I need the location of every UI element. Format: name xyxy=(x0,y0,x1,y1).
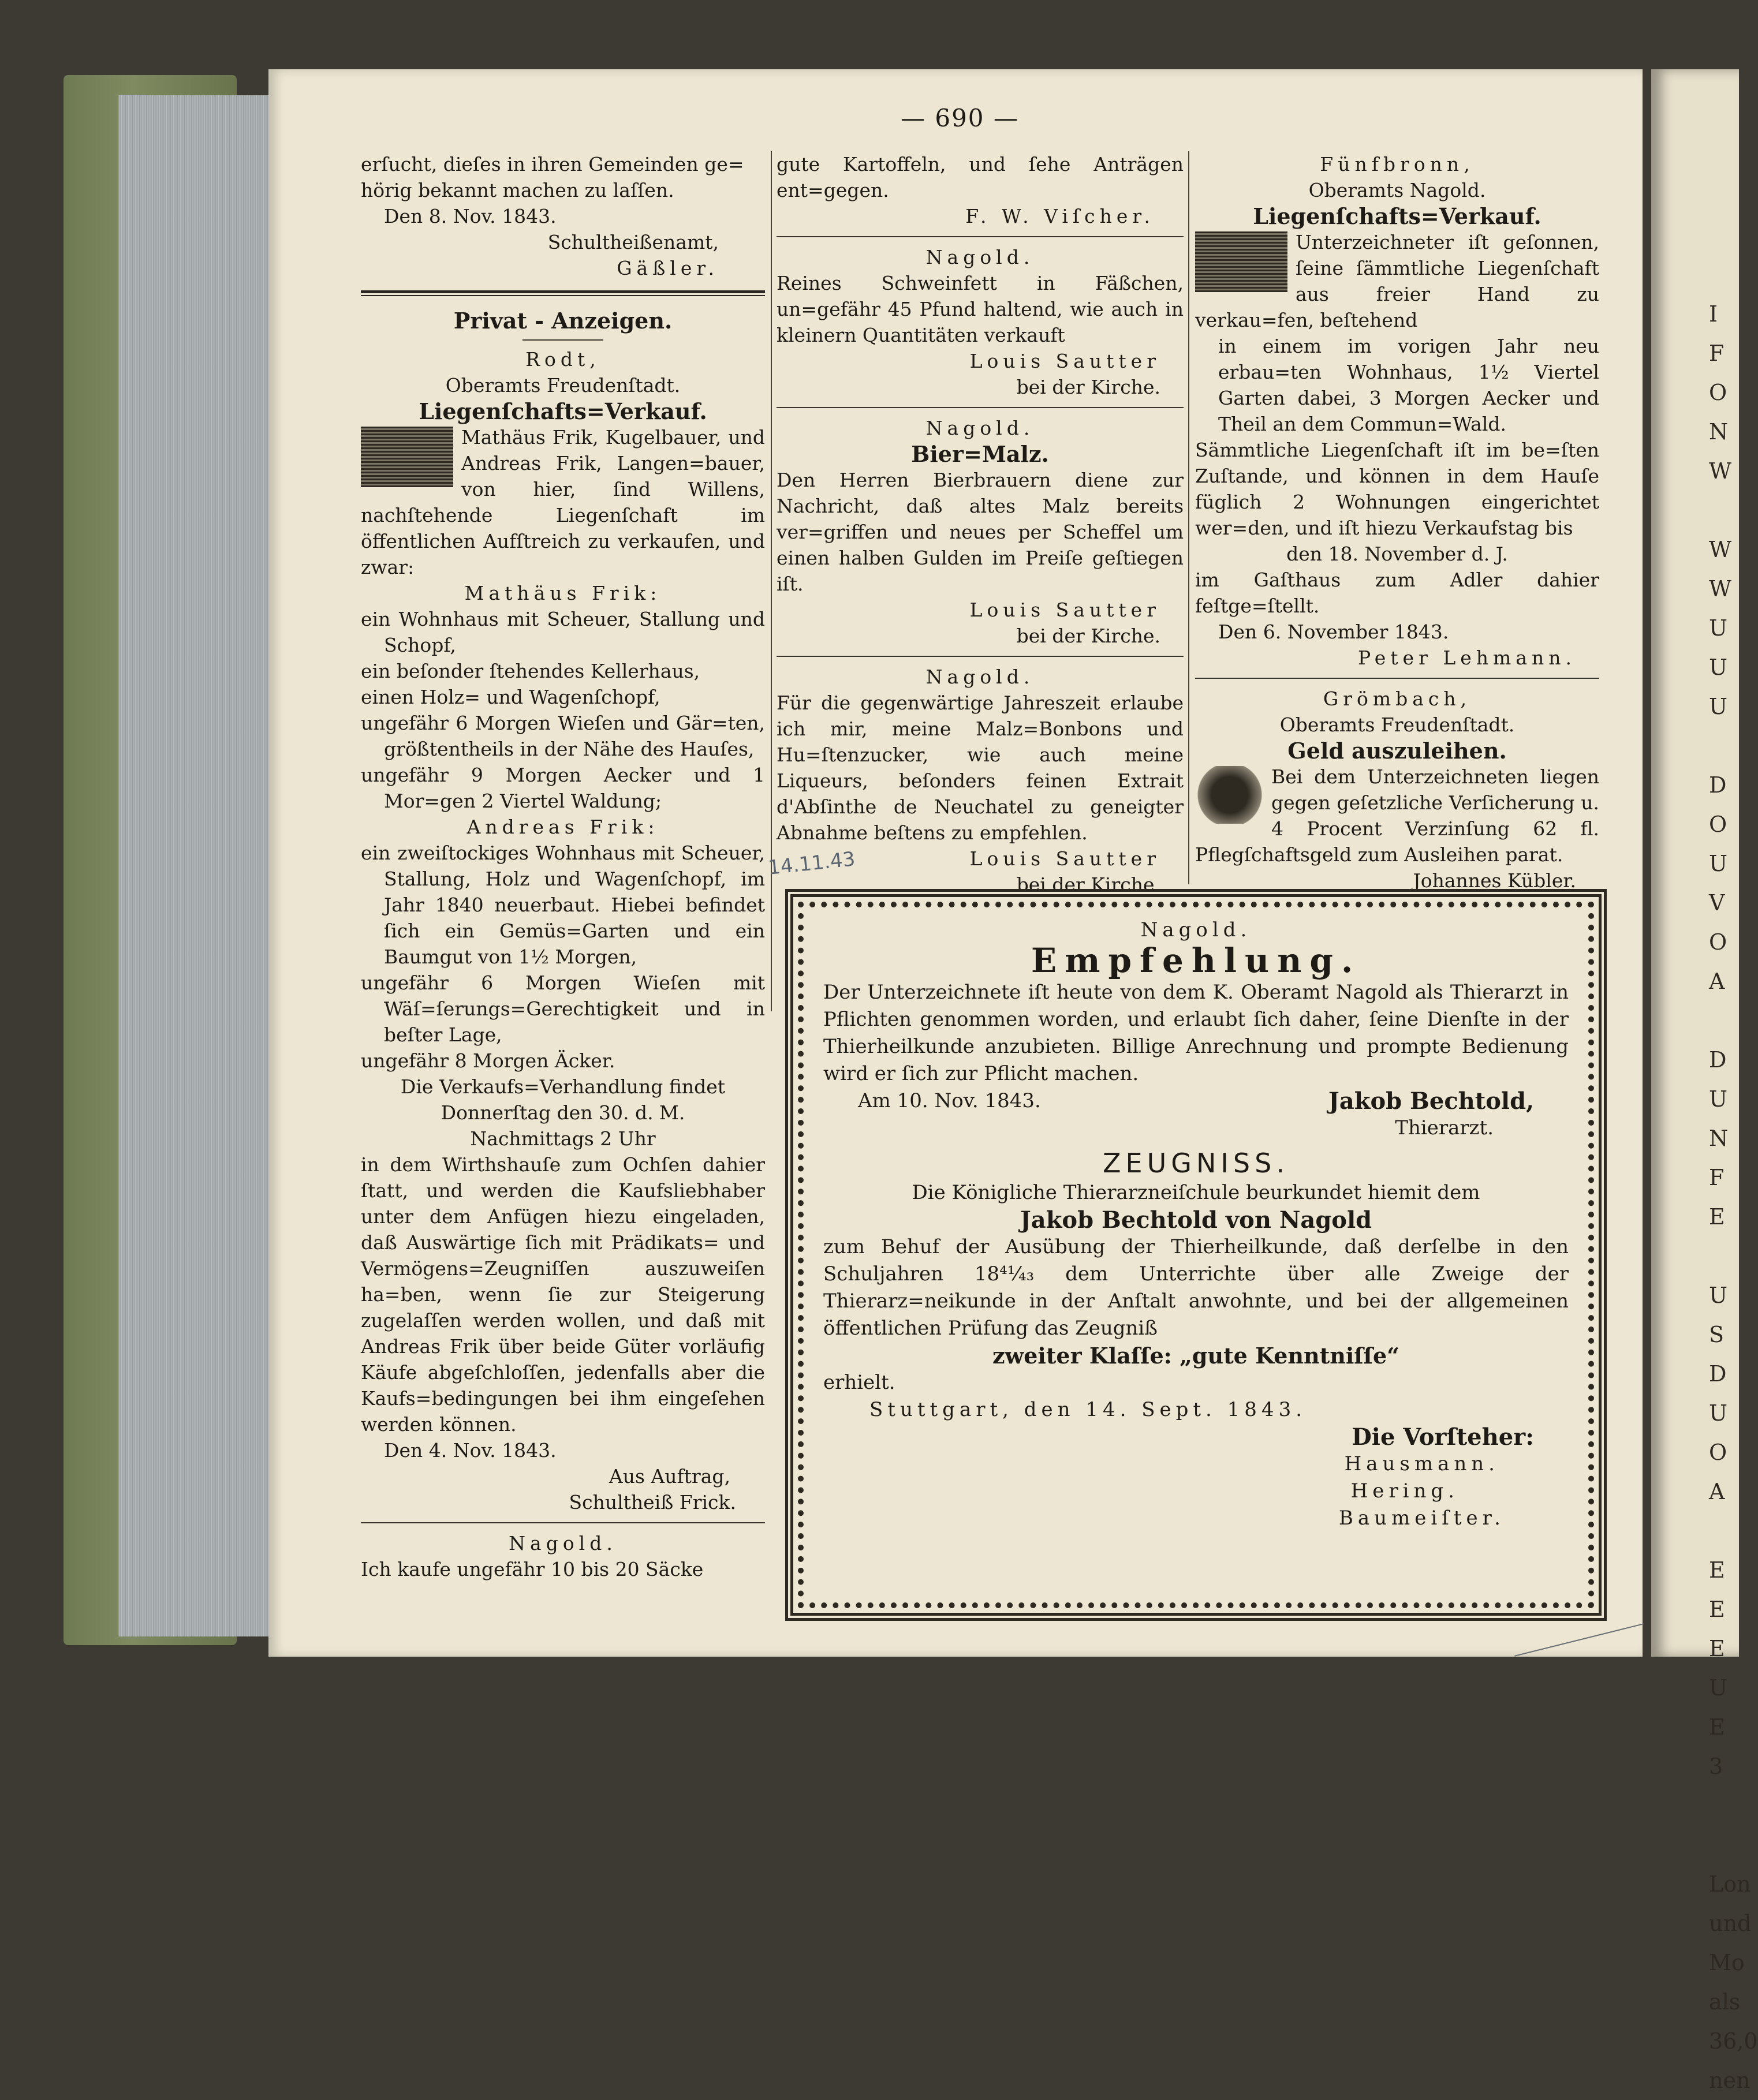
ad-place: Nagold. xyxy=(925,417,1035,439)
board-title: Die Vorſteher: xyxy=(1352,1423,1534,1451)
adjacent-page-fragment: W xyxy=(1709,537,1732,562)
adjacent-page-fragment xyxy=(1709,1786,1758,1825)
adjacent-page-fragment: N xyxy=(1709,1126,1729,1151)
certificate-received: erhielt. xyxy=(823,1371,895,1394)
ad-district: Oberamts Freudenſtadt. xyxy=(1279,713,1515,736)
ad-signer: Johannes Kübler. xyxy=(1413,869,1576,892)
ad-district: Oberamts Nagold. xyxy=(1308,179,1486,201)
column-2 xyxy=(777,151,1184,898)
ad-divider xyxy=(361,1522,765,1523)
adjacent-page-fragment: O xyxy=(1709,380,1727,405)
notice-date: Den 8. Nov. 1843. xyxy=(384,205,557,227)
adjacent-page-fragment xyxy=(1709,491,1758,530)
adjacent-page-fragment: 36,0 xyxy=(1709,2028,1758,2054)
ad-divider xyxy=(777,236,1184,237)
adjacent-page-fragment: U xyxy=(1709,851,1728,876)
adjacent-page-fragment: U xyxy=(1709,1283,1728,1308)
ad-signer: Louis Sautter xyxy=(969,599,1160,621)
ad-text: gute Kartoffeln, und ſehe Anträgen ent=gegen. xyxy=(777,153,1184,201)
property-item: ein Wohnhaus mit Scheuer, Stallung und Schopf, xyxy=(361,608,765,656)
ad-text: Reines Schweinfett in Fäßchen, un=gefähr 45 Pfund haltend, wie auch in kleinern Quantitäten verkauft xyxy=(777,272,1184,346)
adjacent-page-fragment: W xyxy=(1709,576,1732,601)
sale-line-2: Donnerſtag den 30. d. M. xyxy=(441,1101,685,1124)
adjacent-page-fragment: U xyxy=(1709,1086,1728,1112)
ad-text-body: Bei dem Unterzeichneten liegen gegen geſetzliche Verſicherung u. 4 Procent Verzinſung 62 fl. Pflegſchaftsgeld zum Ausleihen parat. xyxy=(1195,765,1599,866)
ad-title: Empfehlung. xyxy=(1031,941,1361,980)
ad-text-1: Unterzeichneter iſt geſonnen, ſeine ſämmtliche Liegenſchaft aus freier Hand zu verkau=fen, beſtehend xyxy=(1195,231,1599,331)
adjacent-page-fragment xyxy=(1709,1236,1758,1276)
adjacent-page-fragment: E xyxy=(1709,1636,1725,1661)
ad-signer-sub: bei der Kirche. xyxy=(1016,873,1160,896)
certificate-text: zum Behuf der Ausübung der Thierheilkunde, daß derſelbe in den Schuljahren 18⁴¹⁄₄₃ dem Unterrichte über alle Zweige der Thierarz=neikunde in der Anſtalt anwohnte, und bei der allgemeinen öffentlichen Prüfung das Zeugniß xyxy=(823,1235,1569,1340)
ad-text: Für die gegenwärtige Jahreszeit erlaube ich mir, meine Malz=Bonbons und Hu=ſtenzucker, wie auch meine Liqueurs, beſonders feinen Extrait d'Abſinthe de Neuchatel zu geneigter Abnahme beſtens zu empfehlen. xyxy=(777,692,1184,844)
adjacent-page-fragment: S xyxy=(1709,1322,1725,1347)
adjacent-page-fragment: I xyxy=(1709,301,1718,327)
framed-advertisement xyxy=(785,889,1607,1621)
house-vignette-icon xyxy=(1195,231,1287,292)
adjacent-page-fragment: O xyxy=(1709,812,1727,837)
adjacent-page-fragment: U xyxy=(1709,1675,1728,1701)
date-signer-row xyxy=(823,1088,1569,1115)
ad-date: Den 4. Nov. 1843. xyxy=(384,1439,557,1462)
adjacent-page-fragment: V xyxy=(1709,890,1725,916)
board-member: Hausmann. xyxy=(1344,1452,1499,1475)
property-item: ungefähr 6 Morgen Wieſen mit Wäſ=ſerungs=Gerechtigkeit und in beſter Lage, xyxy=(361,971,765,1046)
property-item: ungefähr 9 Morgen Aecker und 1 Mor=gen 2 Viertel Waldung; xyxy=(361,764,765,812)
column-1 xyxy=(361,151,765,1582)
certificate-title: ZEUGNISS. xyxy=(1103,1148,1289,1179)
ad-signer: Jakob Bechtold, xyxy=(1328,1088,1534,1115)
house-vignette-icon xyxy=(361,427,453,487)
property-item: ungefähr 6 Morgen Wieſen und Gär=ten, größtentheils in der Nähe des Hauſes, xyxy=(361,712,765,760)
certificate-intro: Die Königliche Thierarzneiſchule beurkundet hiemit dem xyxy=(912,1181,1480,1204)
adjacent-page-fragment: F xyxy=(1709,1165,1725,1190)
ad-signer: Peter Lehmann. xyxy=(1358,647,1576,669)
ad-text xyxy=(1195,229,1599,333)
ad-place: Nagold. xyxy=(925,666,1035,688)
ad-district: Oberamts Freudenſtadt. xyxy=(445,374,681,397)
property-item: ein zweiſtockiges Wohnhaus mit Scheuer, Stallung, Holz und Wagenſchopf, im Jahr 1840 neuerbaut. Hiebei befindet ſich ein Gemüs=Garten und ein Baumgut von 1½ Morgen, xyxy=(361,842,765,968)
adjacent-page-fragment: D xyxy=(1709,772,1727,798)
section-title: Privat - Anzeigen. xyxy=(453,308,673,334)
ad-place: Rodt, xyxy=(525,348,600,371)
framed-content xyxy=(823,917,1569,1532)
sale-line-3: Nachmittags 2 Uhr xyxy=(470,1127,656,1150)
ad-signer: Louis Sautter xyxy=(969,847,1160,870)
column-rule xyxy=(771,151,772,1011)
adjacent-page-fragment: D xyxy=(1709,1047,1727,1073)
ad-intro xyxy=(361,424,765,580)
certificate-grade: zweiter Klaſſe: „gute Kenntniſſe“ xyxy=(992,1343,1400,1369)
ad-signer: F. W. Viſcher. xyxy=(965,205,1155,227)
ad-date: Den 6. November 1843. xyxy=(1218,621,1449,643)
adjacent-page-fragment: nen xyxy=(1709,2068,1750,2093)
adjacent-page-fragment: U xyxy=(1709,655,1728,680)
adjacent-page-fragment: Lon xyxy=(1709,1871,1751,1897)
adjacent-page-fragment: O xyxy=(1709,1440,1727,1465)
notice-signer: Gäßler. xyxy=(617,257,719,279)
ad-text: Ich kaufe ungefähr 10 bis 20 Säcke xyxy=(361,1558,704,1580)
owner-1: Mathäus Frik: xyxy=(464,582,662,604)
ad-divider xyxy=(777,656,1184,657)
property-item: einen Holz= und Wagenſchopf, xyxy=(361,686,660,708)
adjacent-page-fragment: E xyxy=(1709,1557,1725,1583)
certificate-date: Stuttgart, den 14. Sept. 1843. xyxy=(869,1398,1307,1421)
adjacent-page-fragment: O xyxy=(1709,929,1727,955)
adjacent-page-fragment: als xyxy=(1709,1989,1741,2015)
ad-date: Am 10. Nov. 1843. xyxy=(858,1089,1041,1112)
adjacent-page-fragment: U xyxy=(1709,615,1728,641)
ad-intro-text: Mathäus Frik, Kugelbauer, und Andreas Frik, Langen=bauer, von hier, ſind Willens, nachſtehende Liegenſchaft im öffentlichen Aufſtreich zu verkaufen, und zwar: xyxy=(361,426,765,578)
ad-text: Der Unterzeichnete iſt heute von dem K. Oberamt Nagold als Thierarzt in Pflichten genommen worden, und erlaubt ſich daher, ſeine Dienſte in der Thierheilkunde anzubieten. Billige Anrechnung und prompte Bedienung wird er ſich zur Pflicht machen. xyxy=(823,981,1569,1085)
property-item: ein beſonder ſtehendes Kellerhaus, xyxy=(361,660,700,682)
page-edges xyxy=(118,95,271,1636)
adjacent-page-fragment xyxy=(1709,1001,1758,1040)
ad-signer: Louis Sautter xyxy=(969,350,1160,372)
adjacent-page-fragment: A xyxy=(1709,969,1725,994)
adjacent-page-fragment: U xyxy=(1709,694,1728,719)
certificate-name: Jakob Bechtold von Nagold xyxy=(1020,1206,1372,1234)
ad-body: in dem Wirthshauſe zum Ochſen dahier ſtatt, und werden die Kaufsliebhaber unter dem Anfügen hiezu eingeladen, daß Auswärtige ſich mit Prädikats= und Vermögens=Zeugniſſen auszuweiſen ha=ben, wenn ſie zur Steigerung zugelaſſen werden wollen, und daß mit Andreas Frik über beide Güter vorläufig Käufe abgeſchloſſen, jedenfalls aber die Kaufs=bedingungen bei ihm eingeſehen werden können. xyxy=(361,1153,765,1436)
ad-text-5: im Gaſthaus zum Adler dahier feſtge=ſtellt. xyxy=(1195,569,1599,617)
ad-title: Liegenſchafts=Verkauf. xyxy=(1253,203,1541,229)
section-divider xyxy=(361,290,765,296)
ad-text: Den Herren Bierbrauern diene zur Nachricht, daß altes Malz bereits ver=griffen und neues per Scheffel um einen halben Gulden im Preiſe geſtiegen iſt. xyxy=(777,469,1184,595)
board-member: Baumeiſter. xyxy=(1338,1507,1505,1530)
owner-2: Andreas Frik: xyxy=(466,816,659,838)
ad-place: Nagold. xyxy=(1140,918,1252,941)
signer-title: Thierarzt. xyxy=(1395,1116,1494,1139)
handwritten-date: 14.11.43 xyxy=(767,847,857,880)
adjacent-page-fragment xyxy=(1709,1825,1758,1864)
adjacent-page-fragment: A xyxy=(1709,1479,1725,1504)
ad-authority: Aus Auftrag, xyxy=(609,1465,730,1488)
adjacent-page-fragment: und xyxy=(1709,1911,1752,1936)
ad-title: Geld auszuleihen. xyxy=(1287,738,1507,764)
adjacent-page-fragment: U xyxy=(1709,1400,1728,1426)
adjacent-page-fragment: E xyxy=(1709,1204,1725,1230)
money-bag-icon xyxy=(1195,766,1264,824)
board-member: Hering. xyxy=(1350,1479,1459,1503)
adjacent-page-fragment: Mo xyxy=(1709,1950,1745,1975)
ad-divider xyxy=(1195,678,1599,679)
adjacent-page-fragment: F xyxy=(1709,341,1725,366)
sale-line-1: Die Verkaufs=Verhandlung findet xyxy=(400,1075,726,1098)
intro-line-1: erſucht, dieſes in ihren Gemeinden ge= xyxy=(361,153,744,175)
property-item: ungefähr 8 Morgen Äcker. xyxy=(361,1049,615,1072)
adjacent-page-fragment xyxy=(1709,726,1758,765)
ad-place: Nagold. xyxy=(925,246,1035,268)
ad-title: Liegenſchafts=Verkauf. xyxy=(419,398,707,424)
intro-line-2: hörig bekannt machen zu laſſen. xyxy=(361,179,674,201)
ad-text-4: den 18. November d. J. xyxy=(1286,543,1508,565)
column-rule xyxy=(1188,151,1189,884)
adjacent-page-fragment xyxy=(1709,1511,1758,1550)
page-number: — 690 — xyxy=(901,104,1019,132)
ad-signer: Schultheiß Frick. xyxy=(569,1491,736,1514)
adjacent-page-fragment: E xyxy=(1709,1597,1725,1622)
ad-divider xyxy=(777,407,1184,408)
adjacent-page-fragment: W xyxy=(1709,458,1732,484)
ad-place: Nagold. xyxy=(509,1532,617,1555)
ad-title: Bier=Malz. xyxy=(911,441,1049,467)
ad-text-3: Sämmtliche Liegenſchaft iſt im be=ſten Zuſtande, und können in dem Hauſe füglich 2 Wohnungen eingerichtet wer=den, und iſt hiezu Verkaufstag bis xyxy=(1195,439,1599,539)
adjacent-page-fragment: 3 xyxy=(1709,1754,1723,1779)
ad-signer-sub: bei der Kirche. xyxy=(1016,625,1160,647)
ad-text-2: in einem im vorigen Jahr neu erbau=ten Wohnhaus, 1½ Viertel Garten dabei, 3 Morgen Aecker und Theil an dem Commun=Wald. xyxy=(1218,335,1599,435)
ad-place: Fünfbronn, xyxy=(1320,153,1475,175)
ad-place: Grömbach, xyxy=(1323,687,1472,710)
adjacent-page-text xyxy=(1709,294,1758,2100)
adjacent-page-fragment: E xyxy=(1709,1714,1725,1740)
notice-office: Schultheißenamt, xyxy=(547,231,719,253)
ad-text xyxy=(1195,764,1599,868)
column-3 xyxy=(1195,151,1599,894)
adjacent-page-fragment: D xyxy=(1709,1361,1727,1387)
ad-signer-sub: bei der Kirche. xyxy=(1016,376,1160,398)
adjacent-page-fragment: N xyxy=(1709,419,1729,444)
title-rule xyxy=(522,339,603,341)
